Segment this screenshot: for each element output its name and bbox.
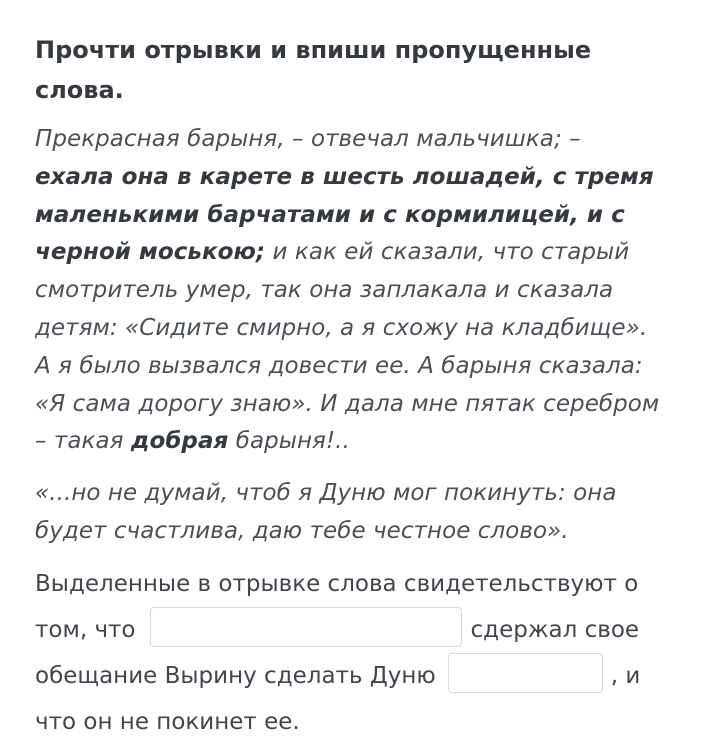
- passage-2: [35, 475, 695, 551]
- passage-1-line-9-pre: – такая: [35, 428, 131, 455]
- passage-1-line-1: Прекрасная барыня, – отвечал мальчишка; –: [35, 126, 581, 152]
- passage-1-line-4-rest: и как ей сказали, что старый: [265, 239, 630, 266]
- exercise-card: [35, 30, 695, 745]
- passage-1-bold-line-4: черной моською;: [35, 239, 266, 266]
- passage-1-line-8: «Я сама дорогу знаю». И дала мне пятак серебром: [35, 390, 660, 417]
- title-line-2: слова.: [35, 76, 124, 104]
- question-line-2-post: сдержал свое: [470, 616, 640, 643]
- passage-1: [35, 121, 695, 461]
- title-line-1: Прочти отрывки и впиши пропущенные: [35, 36, 592, 64]
- question-text: [35, 561, 695, 745]
- question-line-3-pre: обещание Вырину сделать Дуню: [35, 662, 436, 689]
- exercise-title: [35, 30, 695, 110]
- question-line-4: что он не покинет ее.: [35, 708, 300, 735]
- question-line-3-post: , и: [610, 662, 641, 689]
- passage-2-line-1: «...но не думай, чтоб я Дуню мог покинуть: она: [35, 480, 617, 507]
- passage-1-bold-word: добрая: [130, 428, 229, 455]
- answer-blank-1[interactable]: [150, 607, 462, 647]
- passage-1-bold-line-3: маленькими барчатами и с кормилицей, и с: [35, 201, 625, 228]
- passage-1-bold-line-2: ехала она в карете в шесть лошадей, с тремя: [35, 163, 654, 190]
- passage-2-line-2: будет счастлива, даю тебе честное слово».: [35, 517, 569, 544]
- answer-blank-2[interactable]: [448, 653, 603, 693]
- passage-1-line-7: А я было вызвался довести ее. А барыня сказала:: [35, 352, 643, 379]
- passage-1-line-5: смотритель умер, так она заплакала и сказала: [35, 277, 614, 304]
- passage-1-line-9-post: барыня!..: [228, 428, 350, 455]
- passage-1-line-6: детям: «Сидите смирно, а я схожу на кладбище».: [35, 314, 648, 341]
- question-line-1: Выделенные в отрывке слова свидетельствуют о: [35, 570, 639, 597]
- question-line-2-pre: том, что: [35, 616, 136, 643]
